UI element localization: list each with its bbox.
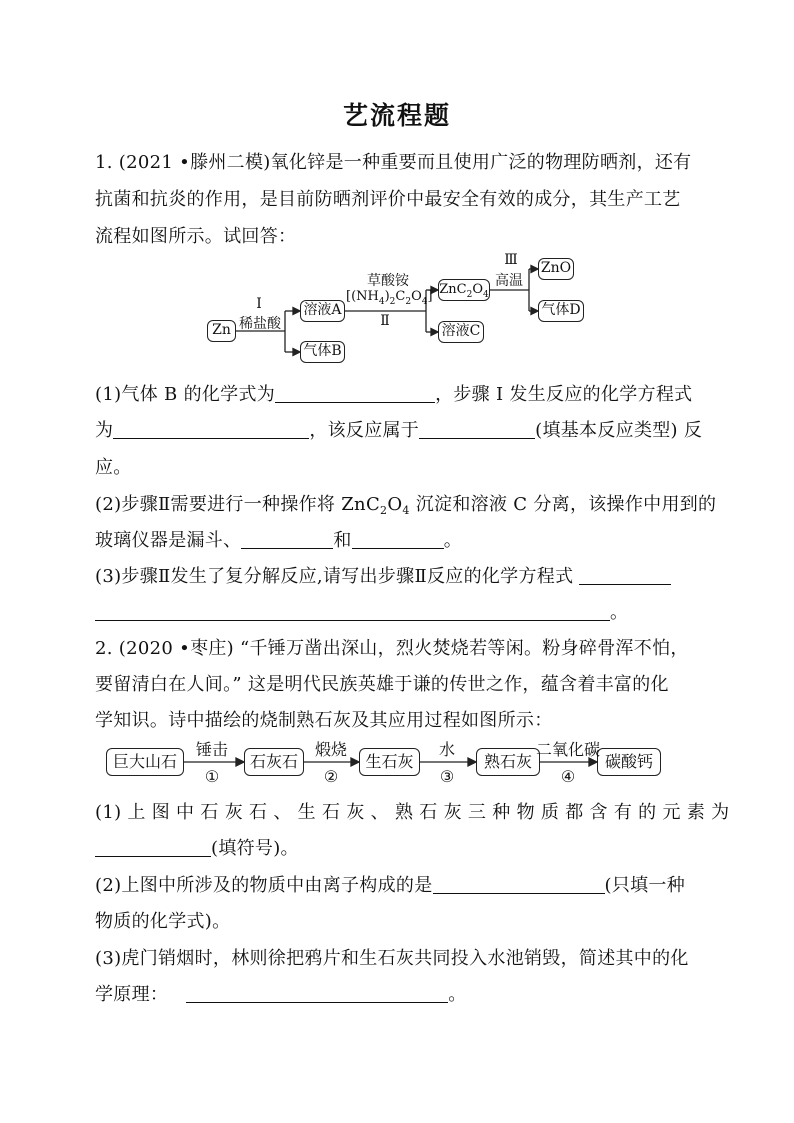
q2-quicklime-box: 生石灰	[359, 748, 420, 776]
q2-arrow3-number: ③	[439, 767, 455, 786]
q1-part3-line2: 。	[95, 598, 628, 624]
q2-part1-blank[interactable]	[95, 838, 211, 857]
page-title: 艺流程题	[342, 101, 451, 130]
q1-zno-label: ZnO	[540, 260, 572, 276]
q1-part1-line2: 为 ，该反应属于 (填基本反应类型) 反	[95, 420, 703, 441]
q2-part2-blank[interactable]	[433, 875, 605, 894]
q2-slakedlime-box: 熟石灰	[476, 748, 540, 776]
q1-solution-c-label: 溶液C	[441, 323, 481, 339]
q1-intro-line2: 抗菌和抗炎的作用，是目前防晒剂评价中最安全有效的成分，其生产工艺	[95, 189, 681, 210]
q2-part3-line1: (3)虎门销烟时，林则徐把鸦片和生石灰共同投入水池销毁，简述其中的化	[95, 948, 689, 969]
q1-step3-roman: Ⅲ	[504, 252, 518, 268]
q2-part2-line1: (2)上图中所涉及的物质中由离子构成的是 (只填一种	[95, 875, 686, 896]
q2-intro-line1: 2. (2020 •枣庄) “千锤万凿出深山，烈火焚烧若等闲。粉身碎骨浑不怕，	[95, 638, 689, 659]
q1-part3-line1: (3)步骤Ⅱ发生了复分解反应,请写出步骤Ⅱ反应的化学方程式	[95, 562, 671, 588]
q2-part3-line2: 学原理： 。	[95, 984, 467, 1005]
q1-zn-label: Zn	[212, 322, 231, 338]
q1-solution-a-label: 溶液A	[303, 302, 342, 318]
q1-reagent2-formula: $[(NH_4)_2C_2O_4]$	[346, 289, 433, 307]
q2-intro-line2: 要留清白在人间。” 这是明代民族英雄于谦的传世之作，蕴含着丰富的化	[95, 674, 669, 695]
q2-arrow4-label: 二氧化碳	[535, 740, 600, 759]
q1-part2-line2: 玻璃仪器是漏斗、 和 。	[95, 530, 463, 551]
q2-part2-line2: 物质的化学式)。	[95, 911, 231, 932]
q1-part1-line3: 应。	[95, 457, 132, 478]
q2-arrow4-number: ④	[560, 767, 576, 786]
q2-stone-box: 巨大山石	[106, 748, 184, 776]
q1-gas-d-label: 气体D	[541, 302, 581, 318]
q1-reagent2-name: 草酸铵	[367, 273, 409, 289]
q1-intro-line1: 1. (2021 •滕州二模)氧化锌是一种重要而且使用广泛的物理防晒剂，还有	[95, 152, 692, 173]
q1-step3-condition: 高温	[495, 273, 523, 289]
q2-arrow3-label: 水	[438, 740, 455, 759]
q1-part2-line1: (2)步骤Ⅱ需要进行一种操作将 $ZnC_2O_4$ 沉淀和溶液 C 分离，该操作中用到的	[95, 494, 717, 517]
q2-limestone-box: 石灰石	[244, 748, 304, 776]
q1-znc2o4-box: $ZnC_2O_4$	[438, 279, 490, 301]
q2-arrow2-number: ②	[323, 767, 339, 786]
q1-part1-line1: (1)气体 B 的化学式为 ，步骤 Ⅰ 发生反应的化学方程式	[95, 384, 693, 405]
q2-intro-line3: 学知识。诗中描绘的烧制熟石灰及其应用过程如图所示：	[95, 710, 553, 731]
q2-arrow1-number: ①	[204, 767, 220, 786]
q1-intro-line3: 流程如图所示。试回答：	[95, 226, 297, 247]
q1-gas-b-label: 气体B	[303, 343, 342, 359]
q2-part1-line1: (1) 上 图 中 石 灰 石 、 生 石 灰 、 熟 石 灰 三 种 物 质 都 含 有 的 元 素 为	[95, 802, 730, 823]
q2-arrow2-label: 煅烧	[314, 740, 347, 759]
q1-step2-roman: Ⅱ	[380, 313, 390, 329]
q2-arrow1-label: 锤击	[195, 740, 228, 759]
q2-part3-blank[interactable]	[186, 984, 448, 1003]
q1-step1-reagent: 稀盐酸	[239, 316, 281, 332]
q2-calcium-carbonate-box: 碳酸钙	[597, 748, 661, 776]
q1-step1-roman: Ⅰ	[256, 296, 262, 312]
q2-part1-line2: (填符号)。	[95, 834, 299, 860]
